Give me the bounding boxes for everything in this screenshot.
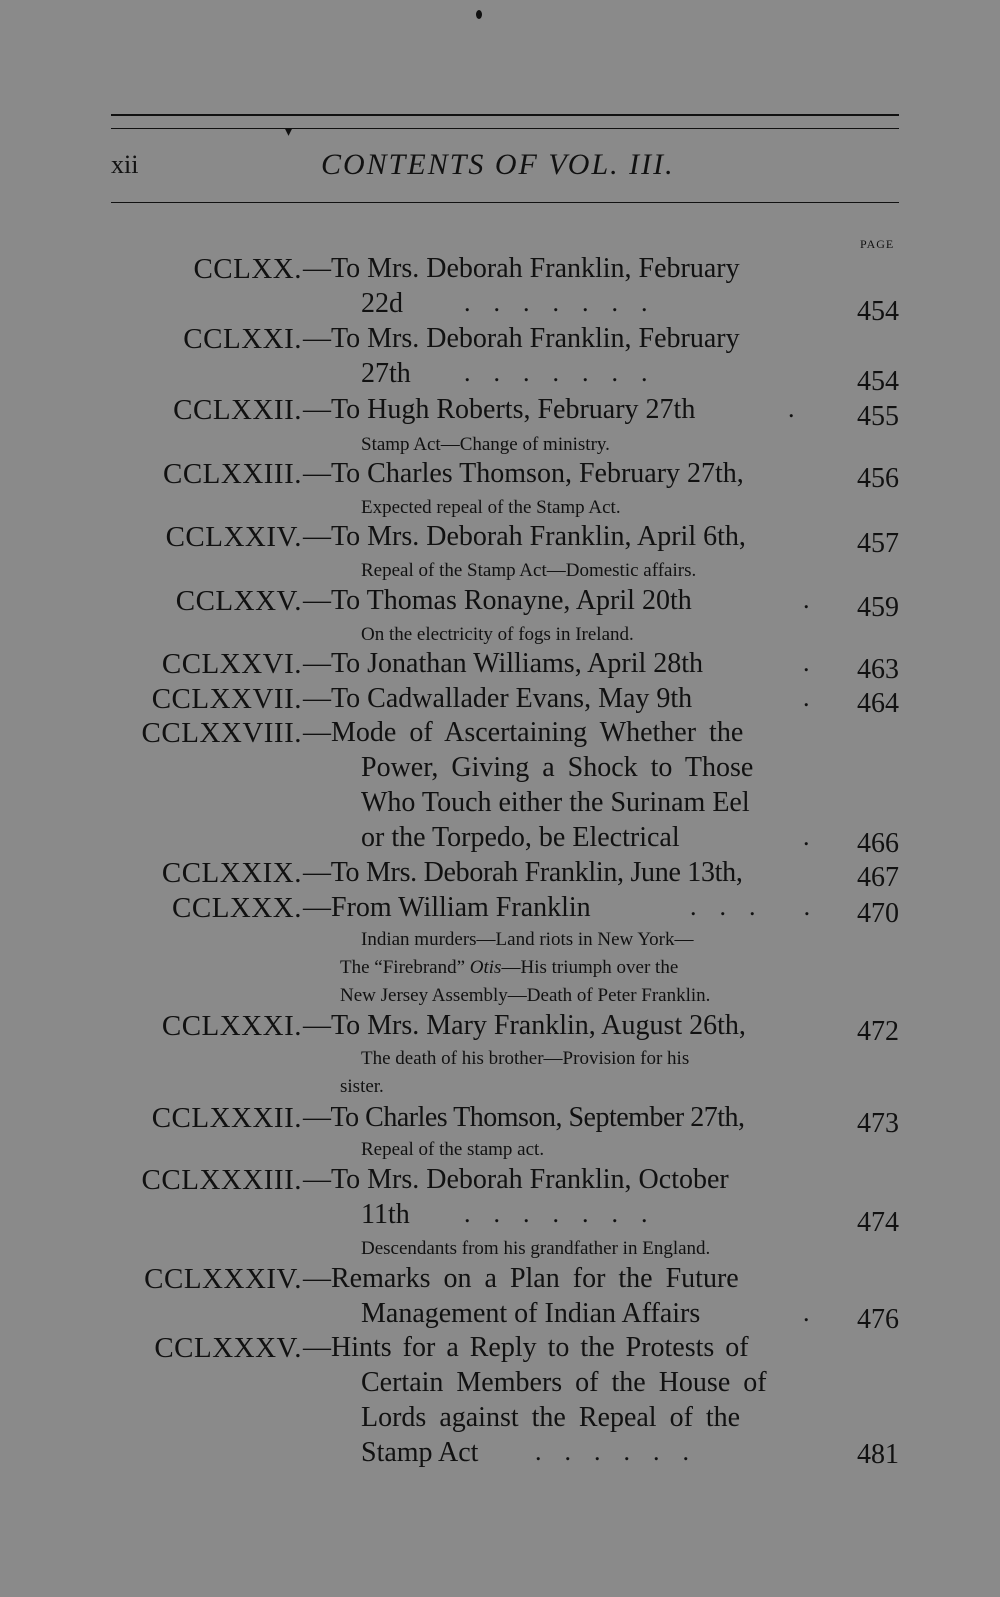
entry-title: —To Thomas Ronayne, April 20th: [303, 585, 692, 616]
entry-number: CCLXXIV.: [165, 521, 302, 553]
dot-leaders: .......: [464, 1199, 671, 1228]
entry-page: 454: [857, 366, 899, 397]
dot-leaders: ... .: [690, 892, 834, 921]
note-text: The “Firebrand”: [340, 957, 470, 978]
entry-note: Repeal of the stamp act.: [361, 1139, 545, 1160]
entry-title: —To Mrs. Deborah Franklin, April 6th,: [303, 521, 746, 552]
entry-number: CCLXX.: [193, 253, 302, 285]
dot-leader: .: [803, 585, 833, 614]
page-column-label: PAGE: [860, 237, 895, 251]
entry-page: 454: [857, 296, 899, 327]
note-italic: Otis: [469, 957, 502, 978]
entry-note: Stamp Act—Change of ministry.: [361, 434, 610, 455]
entry-page: 463: [857, 654, 899, 685]
entry-page: 456: [857, 463, 899, 494]
entry-page: 466: [857, 828, 899, 859]
entry-page: 474: [857, 1207, 899, 1238]
page-folio: xii: [111, 150, 139, 179]
entry-page: 457: [857, 528, 899, 559]
entry-title: —To Mrs. Deborah Franklin, October: [303, 1164, 729, 1195]
entry-note: The death of his brother—Provision for his: [361, 1048, 690, 1069]
entry-continuation: Who Touch either the Surinam Eel: [361, 787, 750, 818]
entry-title: —To Mrs. Deborah Franklin, June 13th,: [303, 857, 743, 888]
entry-page: 476: [857, 1304, 899, 1335]
entry-note: Indian murders—Land riots in New York—: [361, 929, 694, 950]
dot-leaders: ......: [535, 1437, 712, 1466]
entry-continuation: 27th: [361, 358, 411, 389]
entry-title: —To Charles Thomson, February 27th,: [303, 458, 744, 489]
entry-title: —Hints for a Reply to the Protests of: [303, 1332, 749, 1363]
entry-number: CCLXXXIII.: [141, 1164, 302, 1196]
entry-title: —To Mrs. Deborah Franklin, February: [303, 323, 740, 354]
dot-leader: .: [803, 648, 833, 677]
entry-number: CCLXXXIV.: [144, 1263, 302, 1295]
entry-number: CCLXXX.: [172, 892, 302, 924]
entry-note: On the electricity of fogs in Ireland.: [361, 624, 634, 645]
dot-leader: .: [803, 683, 833, 712]
entry-continuation: Lords against the Repeal of the: [361, 1402, 741, 1433]
entry-number: CCLXXVIII.: [141, 717, 302, 749]
head-rule: [111, 202, 899, 203]
dot-leader: .: [803, 822, 833, 851]
running-title: CONTENTS OF VOL. III.: [321, 148, 675, 181]
entry-page: 472: [857, 1016, 899, 1047]
entry-page: 464: [857, 688, 899, 719]
entry-title: —Mode of Ascertaining Whether the: [303, 717, 744, 748]
entry-continuation: 11th: [361, 1199, 410, 1230]
entry-page: 470: [857, 898, 899, 929]
entry-note: Repeal of the Stamp Act—Domestic affairs.: [361, 560, 697, 581]
entry-title: —To Charles Thomson, September 27th,: [303, 1102, 745, 1133]
entry-continuation: Power, Giving a Shock to Those: [361, 752, 754, 783]
dot-leaders: .......: [464, 288, 671, 317]
dot-leader: .: [803, 1298, 833, 1327]
top-rule: [111, 114, 899, 116]
entry-note: Descendants from his grandfather in England.: [361, 1238, 711, 1259]
entry-title: —To Mrs. Deborah Franklin, February: [303, 253, 740, 284]
entry-continuation: Stamp Act: [361, 1437, 479, 1468]
entry-title: —To Cadwallader Evans, May 9th: [303, 683, 693, 714]
entry-number: CCLXXI.: [183, 323, 302, 355]
entry-continuation: Certain Members of the House of: [361, 1367, 767, 1398]
entry-note: New Jersey Assembly—Death of Peter Franklin.: [340, 985, 711, 1006]
rule-ornament: ▾: [285, 125, 293, 140]
entry-number: CCLXXXI.: [161, 1010, 302, 1042]
entry-page: 467: [857, 862, 899, 893]
entry-page: 481: [857, 1439, 899, 1470]
entry-page: 459: [857, 592, 899, 623]
entry-number: CCLXXV.: [175, 585, 302, 617]
entry-number: CCLXXIX.: [161, 857, 302, 889]
entry-title: —To Jonathan Williams, April 28th: [303, 648, 704, 679]
entry-page: 473: [857, 1108, 899, 1139]
entry-number: CCLXXII.: [173, 394, 302, 426]
entry-continuation: or the Torpedo, be Electrical: [361, 822, 680, 853]
dot-leaders: .......: [464, 358, 671, 387]
entry-number: CCLXXIII.: [162, 458, 302, 490]
entry-title: —Remarks on a Plan for the Future: [303, 1263, 739, 1294]
running-head: [111, 148, 899, 188]
entry-continuation: Management of Indian Affairs: [361, 1298, 701, 1329]
entry-note: sister.: [340, 1076, 384, 1097]
dot-leader: .: [788, 394, 818, 423]
entry-number: CCLXXVII.: [151, 683, 302, 715]
entry-number: CCLXXVI.: [161, 648, 302, 680]
entry-title: —To Mrs. Mary Franklin, August 26th,: [303, 1010, 746, 1041]
entry-continuation: 22d: [361, 288, 403, 319]
top-rule-thin: [111, 128, 899, 129]
entry-number: CCLXXXII.: [151, 1102, 302, 1134]
page-mark: [476, 10, 482, 19]
entry-note: Expected repeal of the Stamp Act.: [361, 497, 621, 518]
entry-number: CCLXXXV.: [154, 1332, 302, 1364]
entry-title: —To Hugh Roberts, February 27th: [303, 394, 696, 425]
entry-page: 455: [857, 401, 899, 432]
entry-title: —From William Franklin: [303, 892, 591, 923]
entry-note: [340, 958, 678, 977]
note-text: —His triumph over the: [501, 957, 679, 978]
